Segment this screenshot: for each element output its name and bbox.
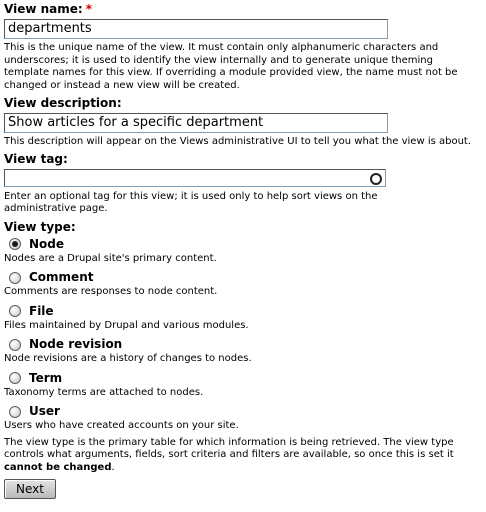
view-type-option-node — [4, 236, 484, 266]
view-tag-input[interactable] — [4, 169, 386, 187]
view-description-value: Show articles for a specific department — [8, 115, 264, 130]
view-type-options — [4, 236, 484, 433]
add-view-form — [4, 2, 484, 499]
option-description-user: Users who have created accounts on your site. — [4, 420, 239, 431]
view-type-label: View type: — [4, 219, 76, 234]
view-type-option-term — [4, 370, 484, 400]
view-name-input[interactable] — [4, 19, 388, 39]
autocomplete-throbber-icon — [370, 173, 382, 185]
radio-label-node-revision[interactable]: Node revision — [29, 337, 123, 351]
option-description-node: Nodes are a Drupal site's primary content. — [4, 252, 217, 264]
next-button[interactable]: Next — [4, 479, 56, 499]
radio-comment[interactable] — [9, 272, 21, 284]
view-type-option-file — [4, 303, 484, 333]
view-type-description-emphasis: cannot be changed — [4, 461, 112, 473]
view-name-label — [4, 2, 484, 17]
view-type-option-node-revision — [4, 336, 484, 366]
view-description-input[interactable] — [4, 113, 388, 133]
view-description-label: View description: — [4, 96, 122, 110]
view-type-description-end: . — [111, 461, 115, 473]
radio-label-file[interactable]: File — [29, 303, 54, 318]
radio-label-user[interactable]: User — [29, 404, 60, 418]
radio-label-term[interactable]: Term — [29, 370, 63, 385]
view-name-label-text: View name: — [4, 2, 83, 16]
view-type-description — [4, 437, 482, 475]
view-tag-label: View tag: — [4, 151, 68, 166]
radio-label-comment[interactable]: Comment — [29, 270, 94, 284]
radio-file[interactable] — [9, 305, 21, 317]
radio-user[interactable] — [9, 406, 21, 418]
view-tag-description: Enter an optional tag for this view; it is used only to help sort views on the administrative page. — [4, 190, 378, 214]
view-type-description-text: The view type is the primary table for which information is being retrieved. The view type controls what arguments, fields, sort criteria and filters are available, so once this is set it — [4, 436, 454, 460]
option-description-term: Taxonomy terms are attached to nodes. — [4, 386, 204, 398]
form-actions — [4, 478, 484, 499]
view-description-description: This description will appear on the Views administrative UI to tell you what the view is about. — [4, 136, 472, 147]
radio-node[interactable] — [9, 238, 21, 250]
view-type-option-user — [4, 403, 484, 433]
option-description-node-revision: Node revisions are a history of changes to nodes. — [4, 353, 252, 364]
required-marker: * — [85, 2, 92, 16]
radio-label-node[interactable]: Node — [29, 236, 65, 251]
option-description-file: Files maintained by Drupal and various modules. — [4, 319, 249, 331]
view-name-description: This is the unique name of the view. It must contain only alphanumeric characters and underscores; it is used to identify the view internally and to generate unique theming template names for this view. If overriding a module provided view, the name must not be changed or instead a new view will be created. — [4, 42, 458, 91]
view-name-value: departments — [8, 21, 92, 36]
option-description-comment: Comments are responses to node content. — [4, 286, 218, 297]
radio-term[interactable] — [9, 372, 21, 384]
radio-node-revision[interactable] — [9, 339, 21, 351]
view-type-option-comment — [4, 269, 484, 299]
